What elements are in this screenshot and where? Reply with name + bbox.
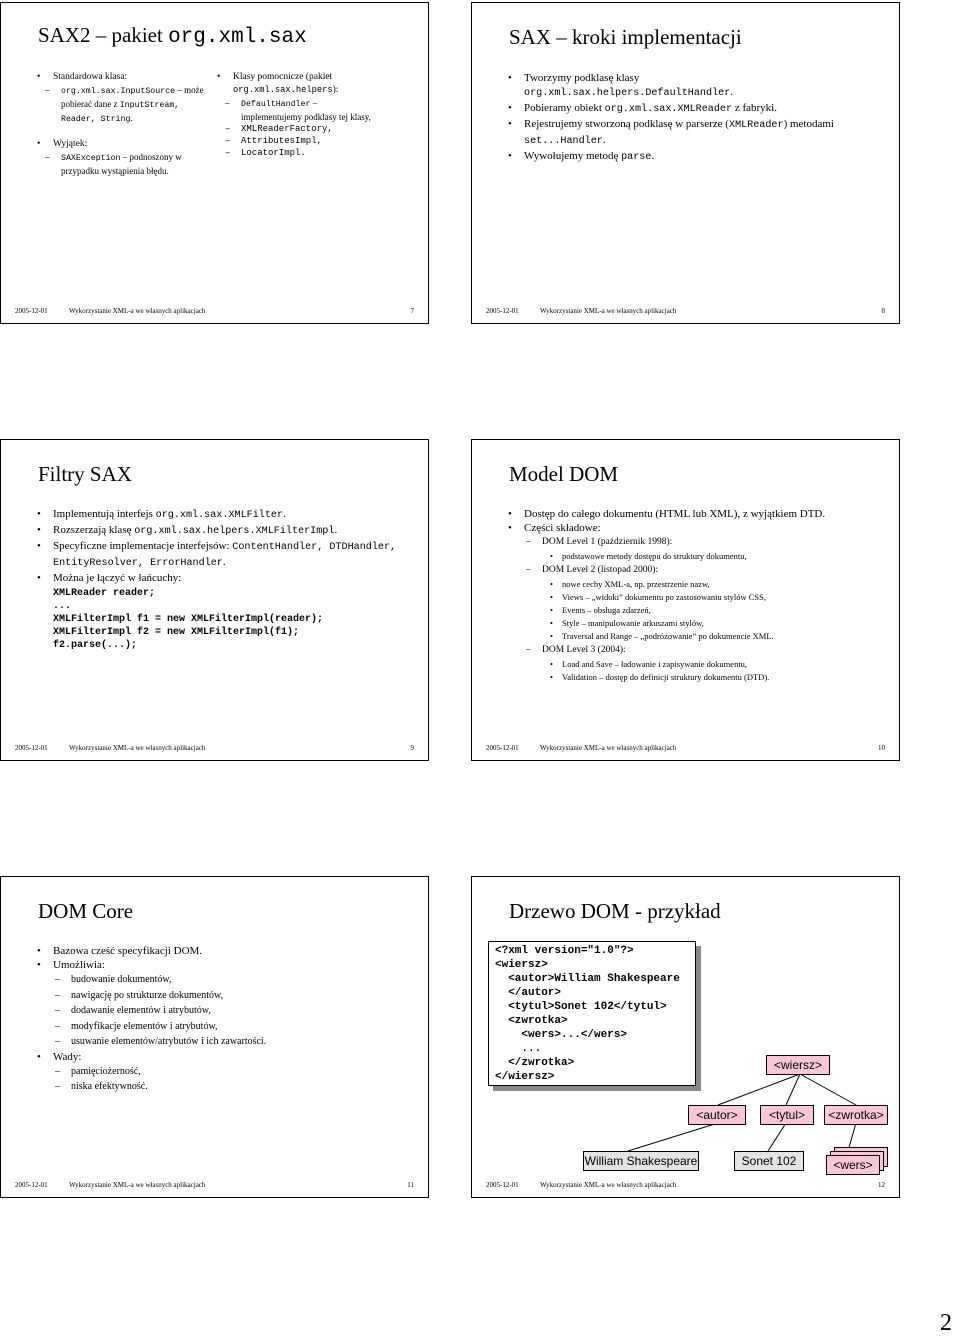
list-item: – dodawanie elementów i atrybutów,: [55, 1003, 407, 1019]
slide-title: Model DOM: [509, 462, 619, 486]
list-item: – niska efektywność.: [55, 1079, 407, 1095]
list-item: – nawigację po strukturze dokumentów,: [55, 988, 407, 1004]
slide-12: [471, 876, 900, 1198]
node-wers: <wers>: [826, 1155, 880, 1175]
list-item: – LocatorImpl.: [225, 147, 377, 159]
list-item: • Bazowa cześć specyfikacji DOM.: [37, 944, 407, 958]
list-item: – SAXException – podnoszony w przypadku wystąpienia błędu.: [45, 151, 209, 177]
bullet-list: [508, 71, 868, 165]
list-item: – org.xml.sax.InputSource – może pobierać dane z InputStream, Reader, String.: [45, 84, 209, 126]
node-tytul: <tytul>: [760, 1105, 814, 1125]
slide-footer: 2005-12-01 Wykorzystanie XML-a we własnych aplikacjach 7: [15, 307, 414, 315]
bullet-list: [508, 507, 888, 684]
list-item: • Views – „widoki” dokumentu po zastosowaniu stylów CSS,: [550, 591, 888, 604]
leaf-autor-text: William Shakespeare: [583, 1151, 699, 1171]
list-item: • Można je łączyć w łańcuchy:: [37, 571, 407, 585]
list-item: • Pobieramy obiekt org.xml.sax.XMLReader z fabryki.: [508, 101, 868, 117]
list-item: – DOM Level 2 (listopad 2000):: [526, 563, 888, 578]
list-item: • Events – obsługa zdarzeń,: [550, 604, 888, 617]
bullet-list: [37, 507, 407, 652]
list-item: – budowanie dokumentów,: [55, 972, 407, 988]
slide-11: [0, 876, 429, 1198]
slide-10: [471, 439, 900, 761]
list-item: – DOM Level 1 (październik 1998):: [526, 535, 888, 550]
list-item: • Rozszerzają klasę org.xml.sax.helpers.XMLFilterImpl.: [37, 523, 407, 539]
slide-title: Filtry SAX: [38, 462, 132, 486]
list-item: – AttributesImpl,: [225, 135, 377, 147]
list-item: • podstawowe metody dostępu do struktury dokumentu,: [550, 550, 888, 563]
list-item: – DefaultHandler – implementujemy podklasy tej klasy,: [225, 97, 377, 123]
list-item: • Style – manipulowanie arkuszami stylów,: [550, 617, 888, 630]
list-item: • Umożliwia:: [37, 958, 407, 972]
leaf-tytul-text: Sonet 102: [734, 1151, 804, 1171]
list-item: – pamięciożerność,: [55, 1064, 407, 1080]
list-item: – modyfikacje elementów i atrybutów,: [55, 1019, 407, 1035]
bullet-list: [37, 944, 407, 1095]
slide-title: DOM Core: [38, 899, 134, 923]
list-item: • Specyficzne implementacje interfejsów: ContentHandler, DTDHandler, EntityResolver, ErrorHandler.: [37, 539, 407, 571]
list-item: • Wywołujemy metodę parse.: [508, 149, 868, 165]
list-item: • Traversal and Range – „podróżowanie” po dokumencie XML.: [550, 630, 888, 643]
slide-title: SAX – kroki implementacji: [509, 25, 742, 49]
code-block: XMLReader reader; ... XMLFilterImpl f1 = new XMLFilterImpl(reader); XMLFilterImpl f2 = new XMLFilterImpl(f1); f2.parse(...);: [53, 588, 324, 651]
slide-footer: 2005-12-01 Wykorzystanie XML-a we własnych aplikacjach 9: [15, 744, 414, 752]
list-item: • Wady:: [37, 1050, 407, 1064]
right-column: [217, 71, 377, 159]
node-autor: <autor>: [688, 1105, 746, 1125]
slide-9: [0, 439, 429, 761]
slide-footer: 2005-12-01 Wykorzystanie XML-a we własnych aplikacjach 8: [486, 307, 885, 315]
slide-8: [471, 2, 900, 324]
list-item: – DOM Level 3 (2004):: [526, 643, 888, 658]
list-item: • Tworzymy podklasę klasy org.xml.sax.helpers.DefaultHandler.: [508, 71, 868, 101]
list-item: – XMLReaderFactory,: [225, 123, 377, 135]
list-item: • Implementują interfejs org.xml.sax.XMLFilter.: [37, 507, 407, 523]
slide-7: [0, 2, 429, 324]
slide-footer: 2005-12-01 Wykorzystanie XML-a we własnych aplikacjach 11: [15, 1181, 414, 1189]
list-item: • Load and Save – ładowanie i zapisywanie dokumentu,: [550, 658, 888, 671]
list-item: • Standardowa klasa:: [37, 71, 209, 84]
list-item: – usuwanie elementów/atrybutów i ich zawartości.: [55, 1034, 407, 1050]
slide-footer: 2005-12-01 Wykorzystanie XML-a we własnych aplikacjach 10: [486, 744, 885, 752]
list-item: • Dostęp do całego dokumentu (HTML lub XML), z wyjątkiem DTD.: [508, 507, 888, 521]
list-item: • nowe cechy XML-a, np. przestrzenie nazw,: [550, 578, 888, 591]
list-item: • Rejestrujemy stworzoną podklasę w parserze (XMLReader) metodami set...Handler.: [508, 117, 868, 149]
slide-footer: 2005-12-01 Wykorzystanie XML-a we własnych aplikacjach 12: [486, 1181, 885, 1189]
page-number: 2: [940, 1310, 952, 1336]
node-zwrotka: <zwrotka>: [824, 1105, 888, 1125]
xml-source-box: <?xml version="1.0"?> <wiersz> <autor>William Shakespeare </autor> <tytul>Sonet 102</tytul> <zwrotka> <wers>...</wers> ... </zwrotka> </wiersz>: [488, 941, 696, 1086]
slide-title: Drzewo DOM - przykład: [509, 899, 721, 923]
slide-title: SAX2 – pakiet org.xml.sax: [38, 23, 307, 49]
list-item: • Klasy pomocnicze (pakiet org.xml.sax.helpers):: [217, 71, 377, 97]
list-item: • Części składowe:: [508, 521, 888, 535]
left-column: [37, 71, 209, 177]
list-item: • Wyjątek:: [37, 138, 209, 151]
node-wiersz: <wiersz>: [766, 1055, 830, 1075]
list-item: • Validation – dostęp do definicji struktury dokumentu (DTD).: [550, 671, 888, 684]
